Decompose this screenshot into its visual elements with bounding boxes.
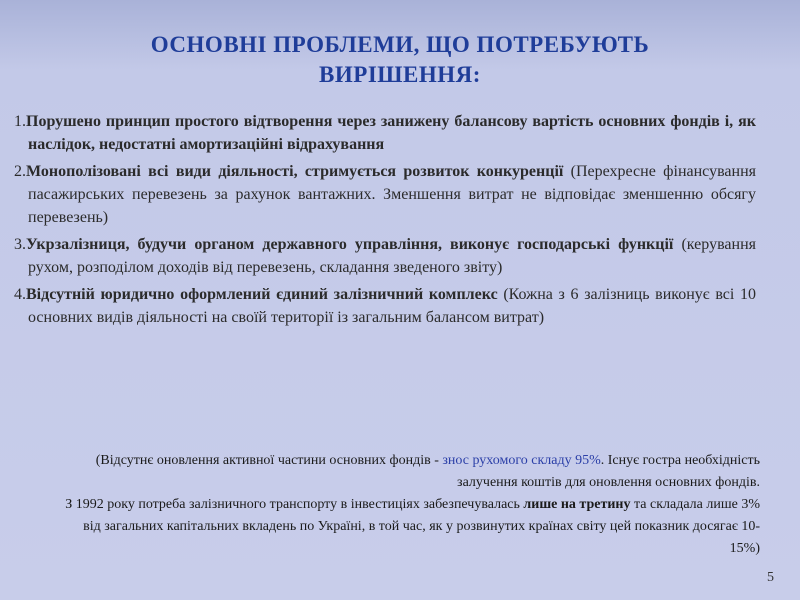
footnote-paragraph-1: [60, 450, 760, 494]
problem-item-3: [14, 233, 756, 279]
problem-bold-text: Відсутній юридично оформлений єдиний залізничний комплекс: [26, 286, 498, 303]
problem-detail-text: (Перехресне фінансування пасажирських перевезень за рахунок вантажних. Зменшення витрат не відповідає зменшенню обсягу перевезень): [28, 163, 757, 226]
problem-number: 1.: [14, 113, 26, 130]
problem-item-1: [14, 110, 756, 156]
slide-title: [40, 30, 760, 90]
problem-number: 4.: [14, 286, 26, 303]
slide-title-line-1: ОСНОВНІ ПРОБЛЕМИ, ЩО ПОТРЕБУЮТЬ: [150, 32, 650, 57]
problem-list: [14, 110, 756, 333]
footnote-text: . Існує гостра необхідність залучення коштів для оновлення основних фондів.: [457, 453, 760, 490]
footnote-text: та складала лише 3% від загальних капітальних вкладень по Україні, в той час, як у розвинутих країнах світу цей показник досягає 10-15%): [83, 497, 760, 556]
page-number: 5: [767, 570, 774, 585]
problem-item-2: [14, 160, 756, 229]
problem-detail-text: (керування рухом, розподілом доходів від перевезень, складання зведеного звіту): [28, 236, 756, 276]
footnote-text: З 1992 року потреба залізничного транспорту в інвестиціях забезпечувалась: [65, 497, 524, 512]
slide-title-line-2: ВИРІШЕННЯ:: [319, 62, 481, 87]
problem-number: 2.: [14, 163, 26, 180]
footnote-paragraph-2: [60, 494, 760, 560]
problem-number: 3.: [14, 236, 26, 253]
problem-bold-text: Порушено принцип простого відтворення через занижену балансову вартість основних фондів і, як наслідок, недостатні амортизаційні відрахування: [26, 113, 756, 153]
footnote: [60, 450, 760, 560]
problem-bold-text: Укрзалізниця, будучи органом державного управління, виконує господарські функції: [26, 236, 674, 253]
footnote-highlight: знос рухомого складу 95%: [442, 453, 601, 468]
problem-item-4: [14, 283, 756, 329]
footnote-text: (Відсутнє оновлення активної частини основних фондів -: [95, 453, 443, 468]
footnote-bold: лише на третину: [523, 497, 631, 512]
problem-detail-text: (Кожна з 6 залізниць виконує всі 10 основних видів діяльності на своїй території із загальним балансом витрат): [28, 286, 757, 326]
problem-bold-text: Монополізовані всі види діяльності, стримується розвиток конкуренції: [26, 163, 564, 180]
